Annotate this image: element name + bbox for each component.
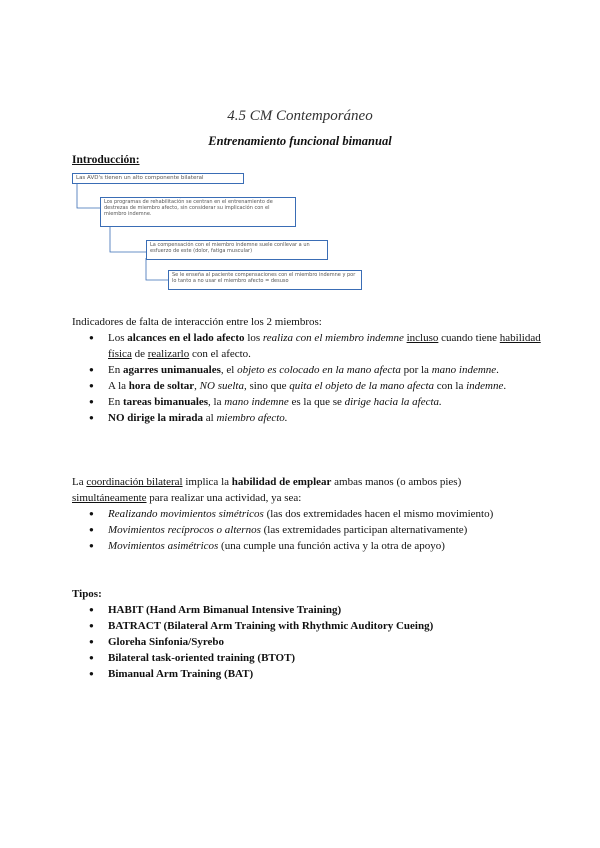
list-item: ● En tareas bimanuales, la mano indemne es la que se dirige hacia la afecta.	[72, 394, 542, 410]
diagram-box-4: Se le enseña al paciente compensaciones con el miembro indemne y por lo tanto a no usar el miembro afecto = desuso	[168, 270, 362, 290]
list-item: ● Realizando movimientos simétricos (las dos extremidades hacen el mismo movimiento)	[72, 506, 542, 522]
indicators-list	[72, 330, 542, 426]
types-list	[72, 602, 542, 682]
connector-1	[77, 183, 100, 208]
list-item: ● BATRACT (Bilateral Arm Training with Rhythmic Auditory Cueing)	[72, 618, 542, 634]
coordination-paragraph: La coordinación bilateral implica la habilidad de emplear ambas manos (o ambos pies) simultáneamente para realizar una actividad, ya sea:	[72, 476, 462, 504]
list-item: ● Movimientos recíprocos o alternos (las extremidades participan alternativamente)	[72, 522, 542, 538]
list-item: ● Los alcances en el lado afecto los realiza con el miembro indemne incluso cuando tiene habilidad física de realizarlo con el afecto.	[72, 330, 542, 362]
list-item: ● Gloreha Sinfonia/Syrebo	[72, 634, 542, 650]
intro-heading: Introducción:	[72, 154, 140, 166]
list-item: ● Bilateral task-oriented training (BTOT)	[72, 650, 542, 666]
types-heading: Tipos:	[72, 588, 102, 600]
list-item: ● A la hora de soltar, NO suelta, sino que quita el objeto de la mano afecta con la indemne.	[72, 378, 542, 394]
list-item: ● En agarres unimanuales, el objeto es colocado en la mano afecta por la mano indemne.	[72, 362, 542, 378]
diagram-box-3: La compensación con el miembro indemne suele conllevar a un esfuerzo de este (dolor, fatiga muscular)	[146, 240, 328, 260]
connector-3	[146, 258, 168, 280]
list-item: ● Movimientos asimétricos (una cumple una función activa y la otra de apoyo)	[72, 538, 542, 554]
list-item: ● NO dirige la mirada al miembro afecto.	[72, 410, 542, 426]
page-title: 4.5 CM Contemporáneo	[227, 108, 373, 124]
list-item: ● HABIT (Hand Arm Bimanual Intensive Training)	[72, 602, 542, 618]
coordination-list	[72, 506, 542, 554]
intro-diagram	[72, 170, 372, 295]
indicators-intro: Indicadores de falta de interacción entre los 2 miembros:	[72, 316, 322, 328]
diagram-box-1: Las AVD's tienen un alto componente bilateral	[72, 173, 244, 184]
diagram-box-2: Los programas de rehabilitación se centran en el entrenamiento de destrezas de miembro afecto, sin considerar su implicación con el miembro indemne.	[100, 197, 296, 227]
list-item: ● Bimanual Arm Training (BAT)	[72, 666, 542, 682]
page-subtitle: Entrenamiento funcional bimanual	[208, 134, 392, 148]
